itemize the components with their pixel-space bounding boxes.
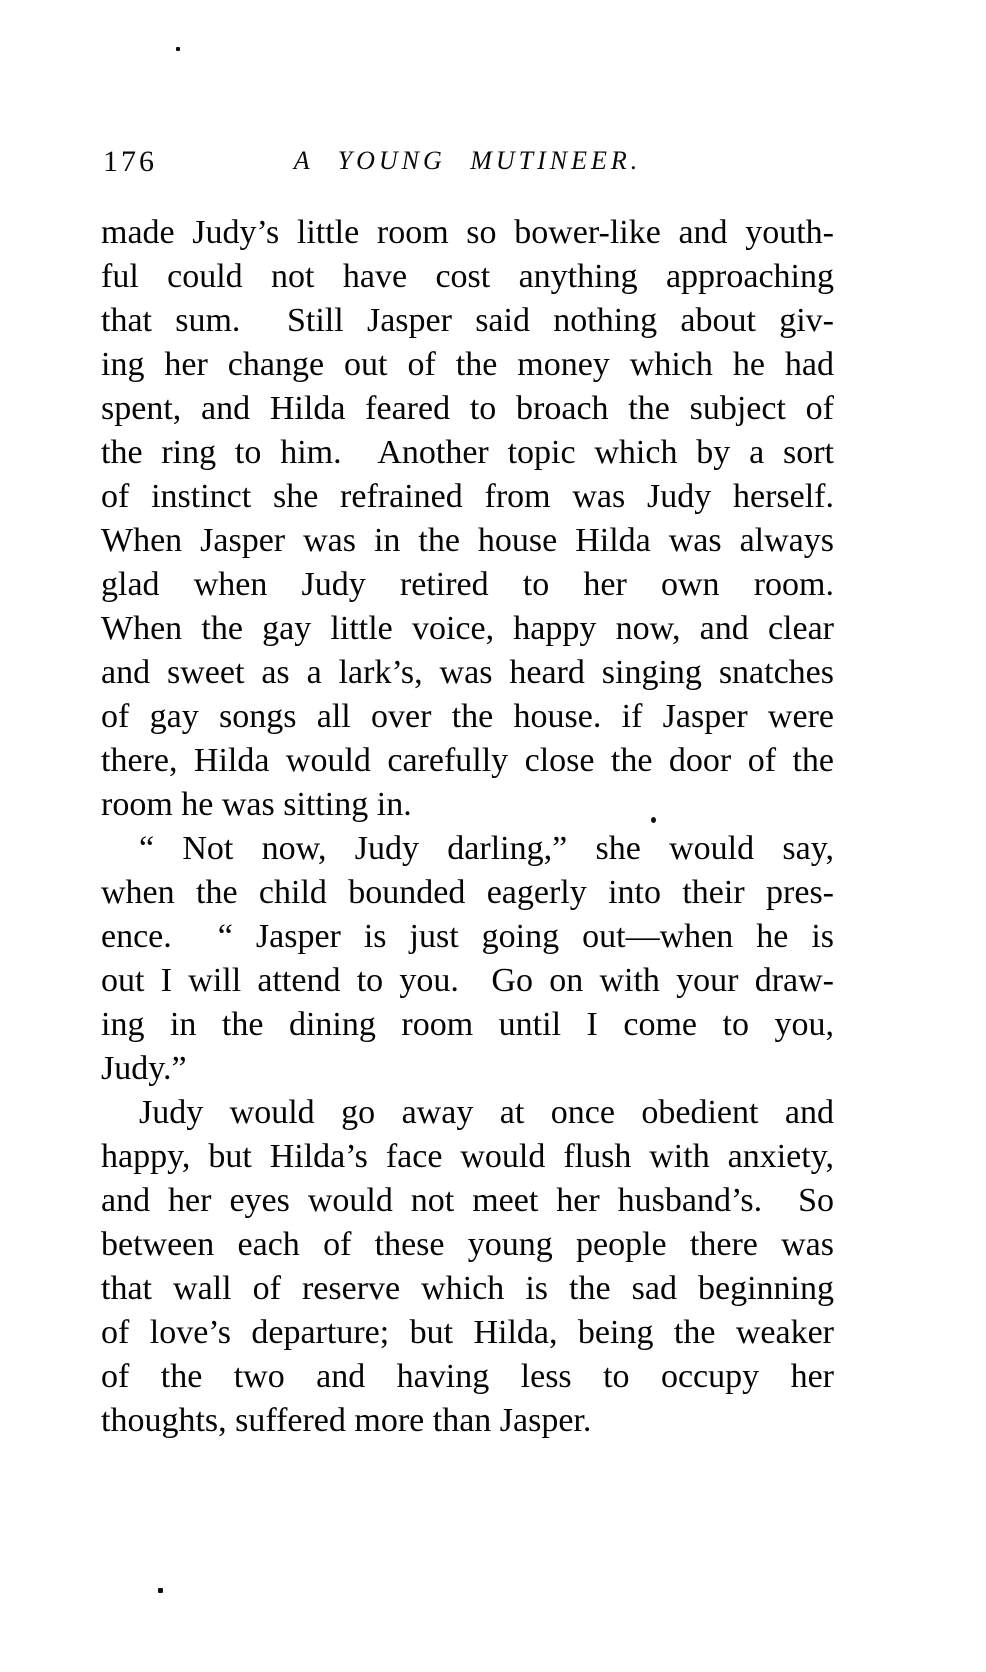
text-line: between each of these young people there was — [101, 1226, 834, 1263]
text-line: of gay songs all over the house. if Jasper were — [101, 698, 834, 735]
text-line: that sum. Still Jasper said nothing about giv- — [101, 302, 834, 339]
text-line: When the gay little voice, happy now, and clear — [101, 610, 834, 647]
text-line: spent, and Hilda feared to broach the subject of — [101, 390, 834, 427]
text-line: thoughts, suffered more than Jasper. — [101, 1402, 592, 1439]
text-line: ence. “ Jasper is just going out—when he is — [101, 918, 834, 955]
text-line: Judy would go away at once obedient and — [139, 1094, 834, 1131]
page-header — [101, 143, 834, 183]
text-line: out I will attend to you. Go on with your draw- — [101, 962, 834, 999]
text-line: when the child bounded eagerly into their pres- — [101, 874, 834, 911]
text-line: and her eyes would not meet her husband’s. So — [101, 1182, 834, 1219]
text-line: made Judy’s little room so bower-like and youth- — [101, 214, 834, 251]
text-line: ing her change out of the money which he had — [101, 346, 834, 383]
text-line: When Jasper was in the house Hilda was always — [101, 522, 834, 559]
text-line: of the two and having less to occupy her — [101, 1358, 834, 1395]
text-line: happy, but Hilda’s face would flush with anxiety, — [101, 1138, 834, 1175]
text-line: ing in the dining room until I come to you, — [101, 1006, 834, 1043]
text-line: there, Hilda would carefully close the door of the — [101, 742, 834, 779]
text-line: glad when Judy retired to her own room. — [101, 566, 834, 603]
text-line: the ring to him. Another topic which by a sort — [101, 434, 834, 471]
text-line: that wall of reserve which is the sad beginning — [101, 1270, 834, 1307]
scan-speck — [176, 47, 180, 51]
text-line: of love’s departure; but Hilda, being the weaker — [101, 1314, 834, 1351]
text-line: ful could not have cost anything approaching — [101, 258, 834, 295]
text-line: “ Not now, Judy darling,” she would say, — [139, 830, 834, 867]
text-line: of instinct she refrained from was Judy herself. — [101, 478, 834, 515]
page-body — [101, 211, 834, 1443]
text-line: Judy.” — [101, 1050, 187, 1087]
text-line: and sweet as a lark’s, was heard singing snatches — [101, 654, 834, 691]
scan-speck — [158, 1588, 163, 1593]
text-line: room he was sitting in. — [101, 786, 412, 823]
scan-speck — [651, 817, 656, 823]
page-number: 176 — [103, 145, 157, 178]
running-header: A YOUNG MUTINEER. — [293, 146, 642, 175]
